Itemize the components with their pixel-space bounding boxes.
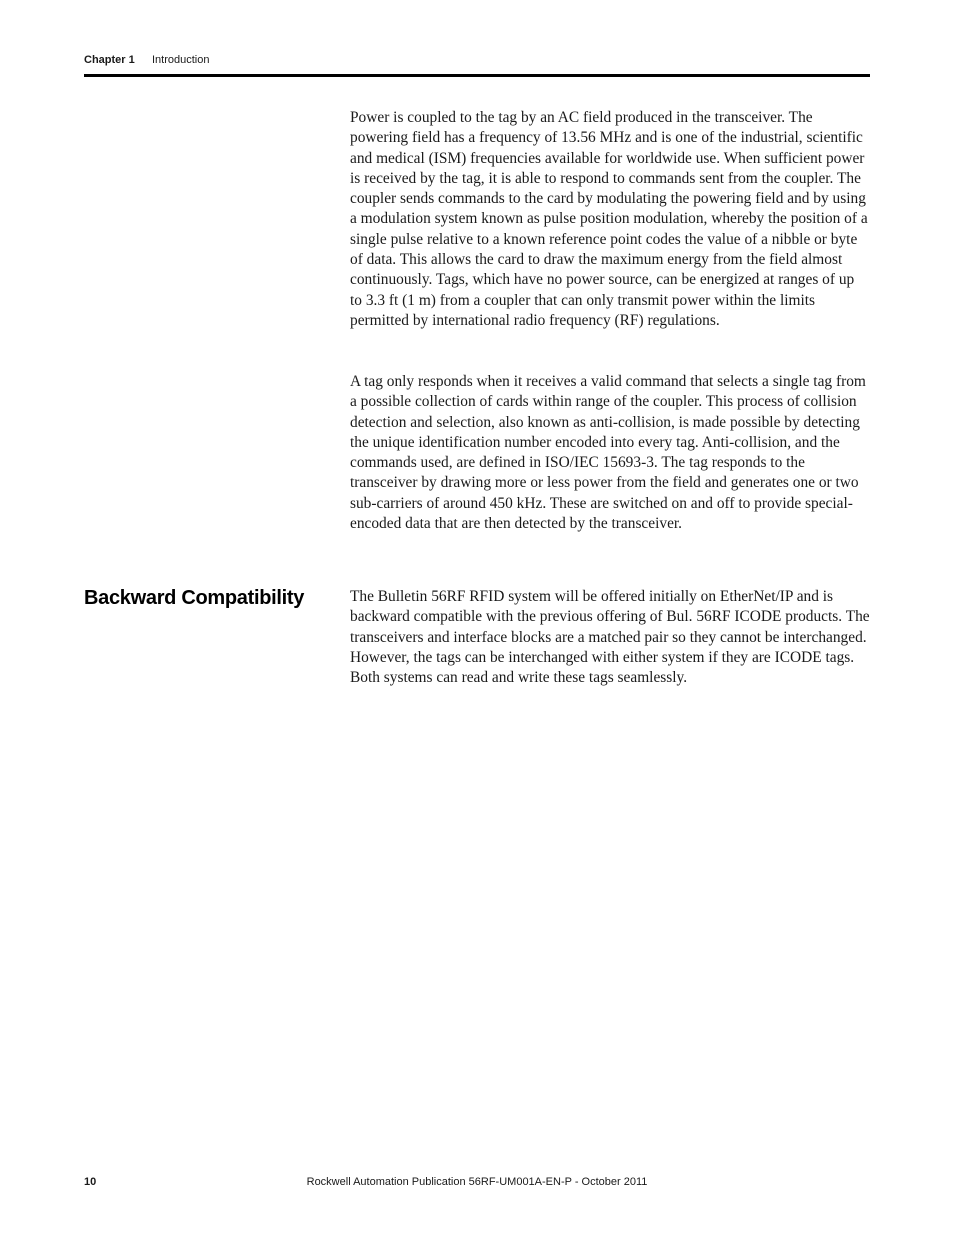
body-paragraph-power-coupling: Power is coupled to the tag by an AC field produced in the transceiver. The powering field has a frequency of 13.56 MHz and is one of the industrial, scientific and medical (ISM) frequencies available for worldwide use. When sufficient power is received by the tag, it is able to respond to commands sent from the coupler. The coupler sends commands to the card by modulating the powering field and by using a modulation system known as pulse position modulation, whereby the position of a single pulse relative to a known reference point codes the value of a nibble or byte of data. This allows the card to draw the maximum energy from the field almost continuously. Tags, which have no power source, can be energized at ranges of up to 3.3 ft (1 m) from a coupler that can only transmit power within the limits permitted by international radio frequency (RF) regulations.: [350, 109, 868, 329]
header-divider: [84, 74, 870, 77]
publication-footer: Rockwell Automation Publication 56RF-UM001A-EN-P - October 2011: [306, 1176, 648, 1188]
section-heading-backward-compatibility: Backward Compatibility: [84, 587, 305, 609]
chapter-label: Chapter 1: [84, 54, 135, 66]
running-header: [84, 53, 870, 67]
chapter-title: Introduction: [152, 54, 210, 66]
body-paragraph-backward-compatibility: The Bulletin 56RF RFID system will be offered initially on EtherNet/IP and is backward compatible with the previous offering of Bul. 56RF ICODE products. The transceivers and interface blocks are a matched pair so they cannot be interchanged. However, the tags can be interchanged with either system if they are ICODE tags. Both systems can read and write these tags seamlessly.: [350, 588, 870, 687]
body-paragraph-anti-collision: A tag only responds when it receives a valid command that selects a single tag from a possible collection of cards within range of the coupler. This process of collision detection and selection, also known as anti-collision, is made possible by detecting the unique identification number encoded into every tag. Anti-collision, and the commands used, are defined in ISO/IEC 15693-3. The tag responds to the transceiver by drawing more or less power from the field and generates one or two sub-carriers of around 450 kHz. These are switched on and off to provide special-encoded data that are then detected by the transceiver.: [350, 373, 866, 533]
page-number: 10: [84, 1176, 97, 1188]
